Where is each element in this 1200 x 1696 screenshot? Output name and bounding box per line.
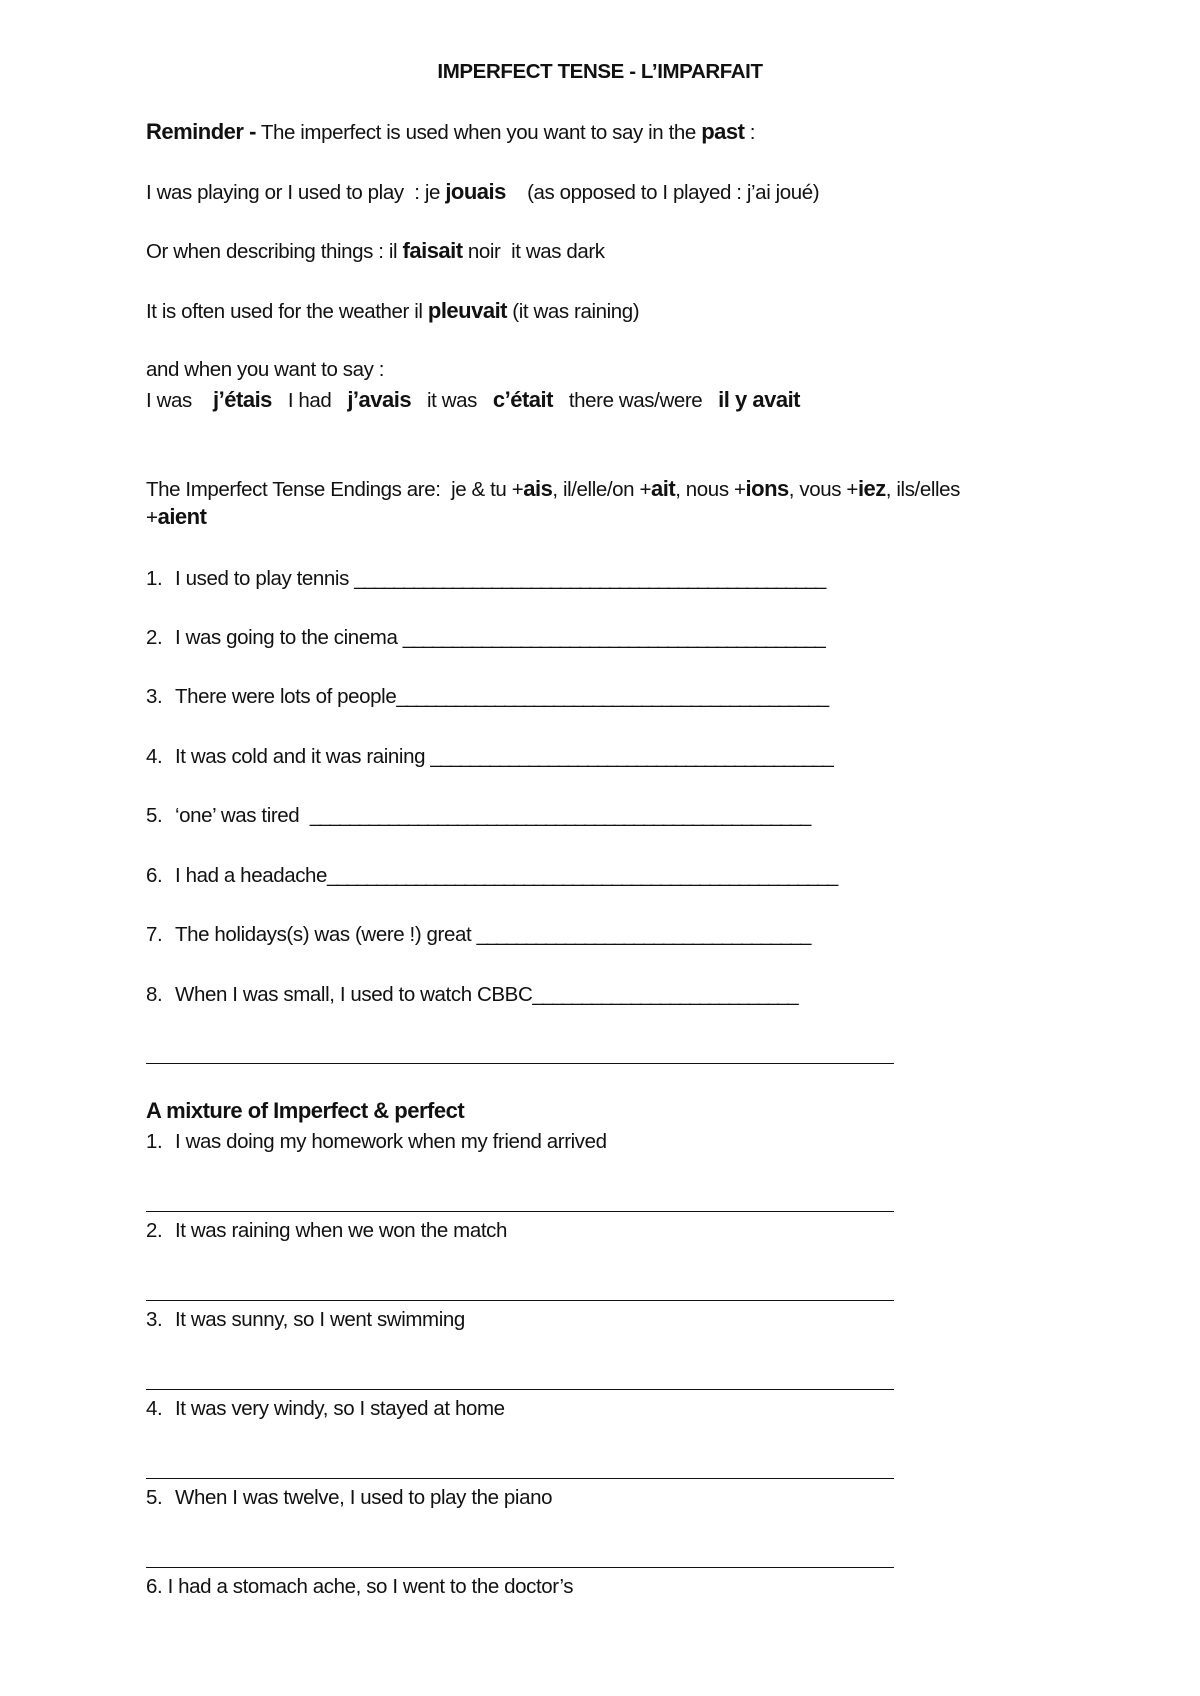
answer-blank[interactable]: ____________________________________________________ bbox=[327, 864, 837, 887]
describing-example-line: Or when describing things : il faisait noir it was dark bbox=[146, 238, 605, 263]
reminder-label: Reminder - bbox=[146, 119, 256, 144]
answer-line[interactable] bbox=[146, 1300, 894, 1301]
exercise-item: 1. I was doing my homework when my friend arrived bbox=[146, 1130, 607, 1153]
playing-example-line: I was playing or I used to play : je jouais (as opposed to I played : j’ai joué) bbox=[146, 179, 820, 204]
exercise-item: 2. It was raining when we won the match bbox=[146, 1219, 507, 1242]
exercise-item: 6. I had a stomach ache, so I went to the doctor’s bbox=[146, 1575, 574, 1598]
answer-blank[interactable]: ___________________________________________________ bbox=[309, 804, 810, 827]
answer-line[interactable] bbox=[146, 1389, 894, 1390]
answer-blank[interactable]: _________________________________________ bbox=[430, 745, 833, 768]
exercise-item: 1. I used to play tennis ________________________________________________ bbox=[146, 567, 825, 590]
exercise-item: 2. I was going to the cinema ___________________________________________ bbox=[146, 626, 825, 649]
answer-line[interactable] bbox=[146, 1211, 894, 1212]
answer-line[interactable] bbox=[146, 1567, 894, 1568]
answer-blank[interactable]: ____________________________________________ bbox=[396, 685, 828, 708]
reminder-line: Reminder - The imperfect is used when you want to say in the past : bbox=[146, 119, 756, 144]
answer-blank[interactable]: __________________________________ bbox=[476, 923, 810, 946]
answer-blank[interactable]: ___________________________ bbox=[532, 983, 797, 1006]
exercise-item: 3. There were lots of people____________________________________________ bbox=[146, 685, 828, 708]
exercise-item: 5. When I was twelve, I used to play the piano bbox=[146, 1486, 553, 1509]
endings-line: The Imperfect Tense Endings are: je & tu +ais, il/elle/on +ait, nous +ions, vous +iez, ils/elles bbox=[146, 476, 961, 501]
exercise-item: 3. It was sunny, so I went swimming bbox=[146, 1308, 465, 1331]
exercise-item: 8. When I was small, I used to watch CBBC___________________________ bbox=[146, 983, 797, 1006]
page-title: IMPERFECT TENSE - L’IMPARFAIT bbox=[437, 60, 763, 83]
answer-line[interactable] bbox=[146, 1063, 894, 1064]
endings-line-2: +aient bbox=[146, 504, 207, 529]
phrases-line: I was j’étais I had j’avais it was c’était there was/were il y avait bbox=[146, 387, 801, 412]
say-intro-line: and when you want to say : bbox=[146, 358, 385, 381]
exercise-item: 5. ‘one’ was tired ___________________________________________________ bbox=[146, 804, 810, 827]
answer-line[interactable] bbox=[146, 1478, 894, 1479]
answer-blank[interactable]: ___________________________________________ bbox=[402, 626, 825, 649]
section-heading: A mixture of Imperfect & perfect bbox=[146, 1098, 465, 1123]
exercise-item: 7. The holidays(s) was (were !) great __________________________________ bbox=[146, 923, 810, 946]
weather-example-line: It is often used for the weather il pleuvait (it was raining) bbox=[146, 298, 640, 323]
exercise-item: 6. I had a headache____________________________________________________ bbox=[146, 864, 837, 887]
exercise-item: 4. It was very windy, so I stayed at home bbox=[146, 1397, 505, 1420]
exercise-item: 4. It was cold and it was raining _________________________________________ bbox=[146, 745, 833, 768]
answer-blank[interactable]: ________________________________________________ bbox=[354, 567, 825, 590]
